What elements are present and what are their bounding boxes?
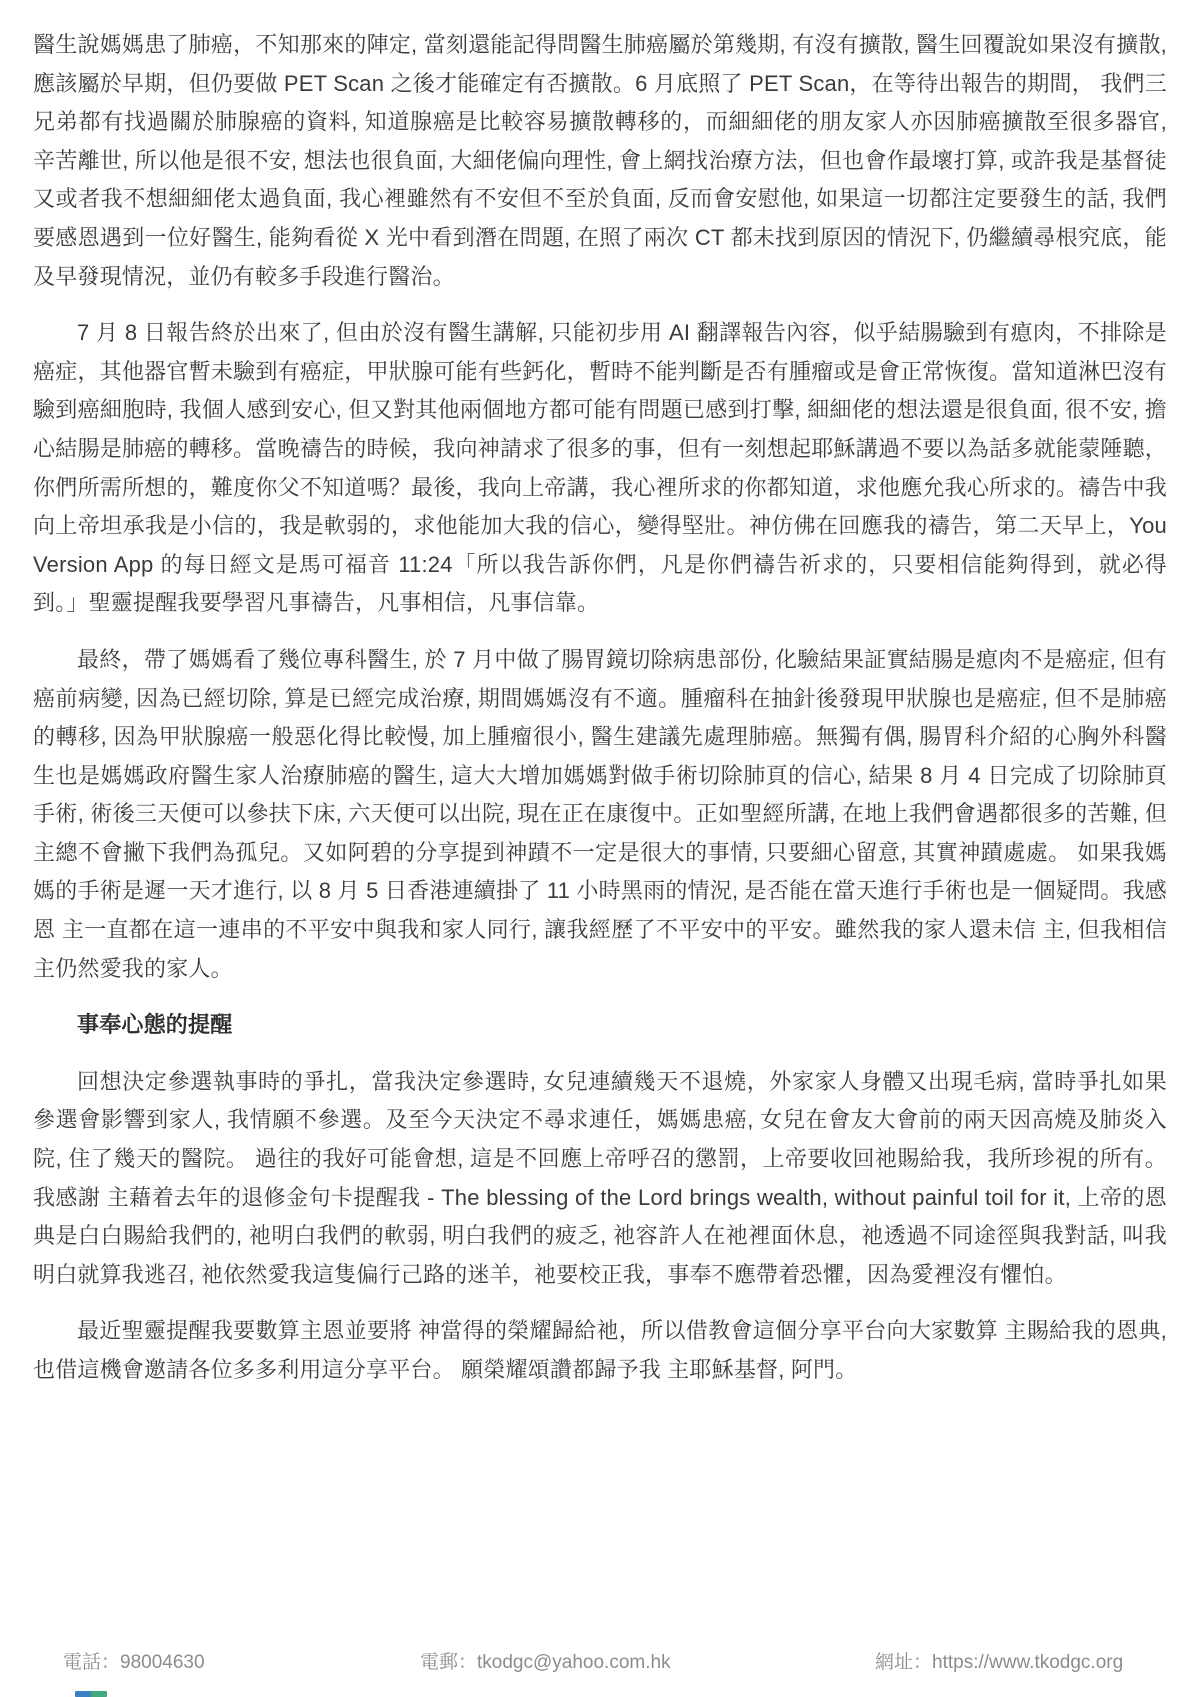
footer-website xyxy=(875,1648,1123,1678)
footer-website-label: 網址： xyxy=(875,1652,933,1673)
footer-email xyxy=(420,1648,671,1678)
paragraph-3: 最終，帶了媽媽看了幾位專科醫生, 於 7 月中做了腸胃鏡切除病患部份, 化驗結果証實結腸是瘜肉不是癌症, 但有癌前病變, 因為已經切除, 算是已經完成治療, 期間媽媽沒有不適。腫瘤科在抽針後發現甲狀腺也是癌症, 但不是肺癌的轉移, 因為甲狀腺癌一般惡化得比較慢, 加上腫瘤很小, 醫生建議先處理肺癌。無獨有偶, 腸胃科介紹的心胸外科醫生也是媽媽政府醫生家人治療肺癌的醫生, 這大大增加媽媽對做手術切除肺頁的信心, 結果 8 月 4 日完成了切除肺頁手術, 術後三天便可以參扶下床, 六天便可以出院, 現在正在康復中。正如聖經所講, 在地上我們會遇都很多的苦難, 但 主總不會撇下我們為孤兒。又如阿碧的分享提到神蹟不一定是很大的事情, 只要細心留意, 其實神蹟處處。 如果我媽媽的手術是遲一天才進行, 以 8 月 5 日香港連續掛了 11 小時黑雨的情況, 是否能在當天進行手術也是一個疑問。我感恩 主一直都在這一連串的不平安中與我和家人同行, 讓我經歷了不平安中的平安。雖然我的家人還未信 主, 但我相信 主仍然愛我的家人。 xyxy=(33,646,1167,981)
footer-email-label: 電郵： xyxy=(420,1652,478,1673)
footer-phone-value: 98004630 xyxy=(120,1652,205,1673)
page-bottom-decoration xyxy=(75,1691,107,1697)
document-body xyxy=(33,26,1167,1408)
paragraph-2: 7 月 8 日報告終於出來了, 但由於沒有醫生講解, 只能初步用 AI 翻譯報告內容，似乎結腸驗到有瘜肉，不排除是癌症，其他器官暫未驗到有癌症，甲狀腺可能有些鈣化，暫時不能判斷是否有腫瘤或是會正常恢復。當知道淋巴沒有驗到癌細胞時, 我個人感到安心, 但又對其他兩個地方都可能有問題已感到打擊, 細細佬的想法還是很負面, 很不安, 擔心結腸是肺癌的轉移。當晚禱告的時候，我向神請求了很多的事，但有一刻想起耶穌講過不要以為話多就能蒙陲聽，你們所需所想的，難度你父不知道嗎？最後，我向上帝講，我心裡所求的你都知道，求他應允我心所求的。禱告中我向上帝坦承我是小信的，我是軟弱的，求他能加大我的信心，變得堅壯。神仿佛在回應我的禱告，第二天早上，You Version App 的每日經文是馬可福音 11:24「所以我告訴你們，凡是你們禱告祈求的，只要相信能夠得到，就必得到。」聖靈提醒我要學習凡事禱告，凡事相信，凡事信靠。 xyxy=(33,320,1167,616)
paragraph-1: 醫生說媽媽患了肺癌，不知那來的陣定, 當刻還能記得問醫生肺癌屬於第幾期, 有沒有擴散, 醫生回覆說如果沒有擴散, 應該屬於早期，但仍要做 PET Scan 之後才能確定有否擴散。6 月底照了 PET Scan，在等待出報告的期間， 我們三兄弟都有找過關於肺腺癌的資料, 知道腺癌是比較容易擴散轉移的，而細細佬的朋友家人亦因肺癌擴散至很多器官, 辛苦離世, 所以他是很不安, 想法也很負面, 大細佬偏向理性, 會上網找治療方法，但也會作最壞打算, 或許我是基督徒又或者我不想細細佬太過負面, 我心裡雖然有不安但不至於負面, 反而會安慰他, 如果這一切都注定要發生的話, 我們要感恩遇到一位好醫生, 能夠看從 X 光中看到潛在問題, 在照了兩次 CT 都未找到原因的情況下, 仍繼續尋根究底，能及早發現情況，並仍有較多手段進行醫治。 xyxy=(33,32,1167,289)
paragraph-4: 回想決定參選執事時的爭扎，當我決定參選時, 女兒連續幾天不退燒，外家家人身體又出現毛病, 當時爭扎如果參選會影響到家人, 我情願不參選。及至今天決定不尋求連任，媽媽患癌, 女兒在會友大會前的兩天因高燒及肺炎入院, 住了幾天的醫院。 過往的我好可能會想, 這是不回應上帝呼召的懲罰，上帝要收回祂賜給我，我所珍視的所有。我感謝 主藉着去年的退修金句卡提醒我 - The blessing of the Lord brings wealth, without painful toil for it, 上帝的恩典是白白賜給我們的, 祂明白我們的軟弱, 明白我們的疲乏, 祂容許人在祂裡面休息，祂透過不同途徑與我對話, 叫我明白就算我逃召, 祂依然愛我這隻偏行己路的迷羊，祂要校正我，事奉不應帶着恐懼，因為愛裡沒有懼怕。 xyxy=(33,1068,1167,1287)
footer-website-value: https://www.tkodgc.org xyxy=(932,1652,1124,1673)
footer-phone xyxy=(63,1648,205,1678)
section-heading: 事奉心態的提醒 xyxy=(77,1012,233,1038)
page-footer xyxy=(0,1648,1200,1678)
paragraph-5: 最近聖靈提醒我要數算主恩並要將 神當得的榮耀歸給祂，所以借教會這個分享平台向大家數算 主賜給我的恩典, 也借這機會邀請各位多多利用這分享平台。 願榮耀頌讚都歸予我 主耶穌基督, 阿門。 xyxy=(33,1318,1167,1382)
footer-email-value: tkodgc@yahoo.com.hk xyxy=(477,1652,671,1673)
footer-phone-label: 電話： xyxy=(63,1652,121,1673)
